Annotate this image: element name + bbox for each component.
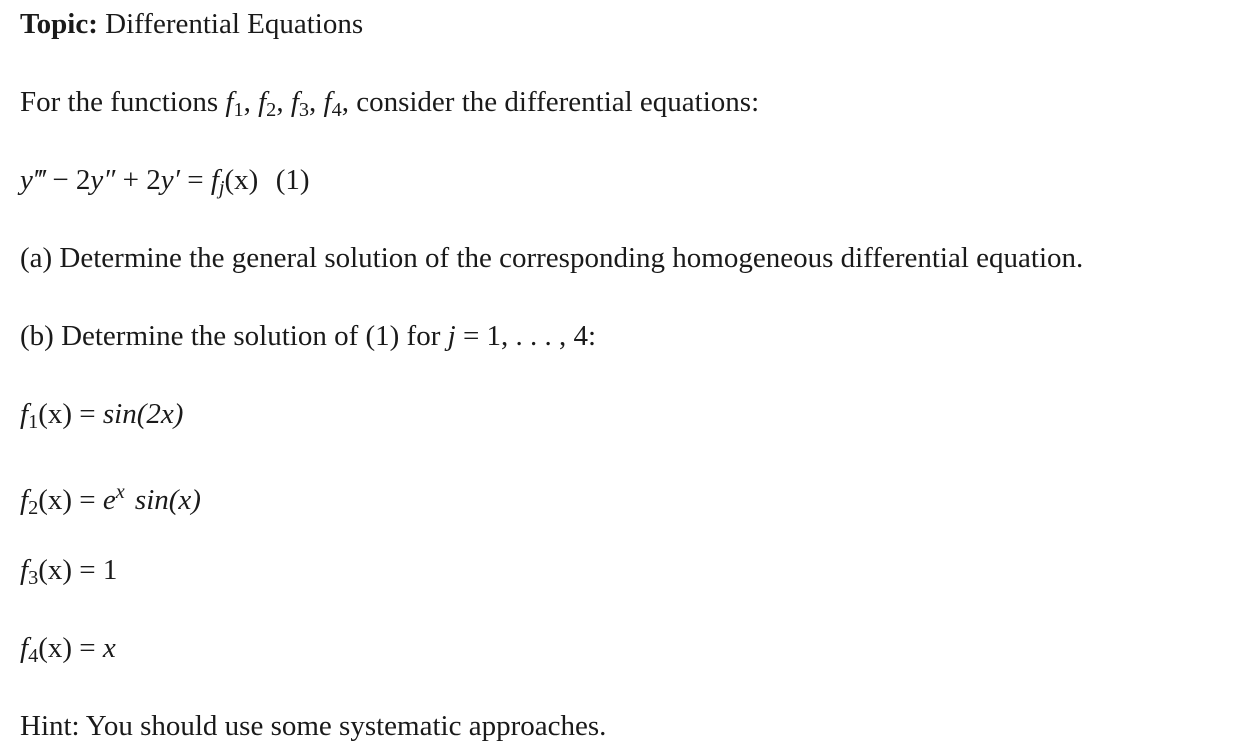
function-f2: $f_2(x) = e^x$ sin(x) [20,481,201,520]
topic-line [20,6,363,42]
eq-y3: y‴ [20,164,46,196]
main-equation [20,162,310,206]
eq-y1: y′ [160,164,180,196]
eq-minus: − 2 [45,164,91,196]
eq-plus: + 2 [115,164,161,196]
function-f3: $f_3(x) = 1$ [20,554,118,590]
eq-f: f [210,164,219,196]
intro-line [20,84,759,128]
eq-label: (1) [275,164,310,196]
part-a: (a) Determine the general solution of the corresponding homogeneous differential equation. [20,242,1084,274]
function-f1: $f_1(x) = \sin(2x)$ [20,398,184,434]
eq-sub-j: j [218,177,225,200]
part-b-text: (b) Determine the solution of (1) for [20,320,448,352]
function-f4: $f_4(x) = x$ [20,632,116,668]
eq-arg: (x) [224,164,259,196]
intro-before: For the functions [20,86,226,118]
topic-label: Topic [20,8,89,40]
eq-equals: = [179,164,211,196]
intro-function-list: $f_1$, $f_2$, $f_3$, $f_4$ [225,86,342,122]
hint: Hint: You should use some systematic approaches. [20,710,607,742]
topic-colon: : [88,8,98,40]
intro-after: , consider the differential equations: [341,86,760,118]
part-b-j: j [447,320,456,352]
part-b-range: = 1, . . . , 4: [455,320,597,352]
f1-rhs: sin(2x) [102,398,184,430]
eq-y2: y″ [90,164,116,196]
topic-value: Differential Equations [105,8,364,40]
f3-rhs: 1 [102,554,118,586]
f2-rhs: sin(x) [134,484,201,517]
f4-rhs: x [102,632,116,664]
part-b [20,318,596,354]
